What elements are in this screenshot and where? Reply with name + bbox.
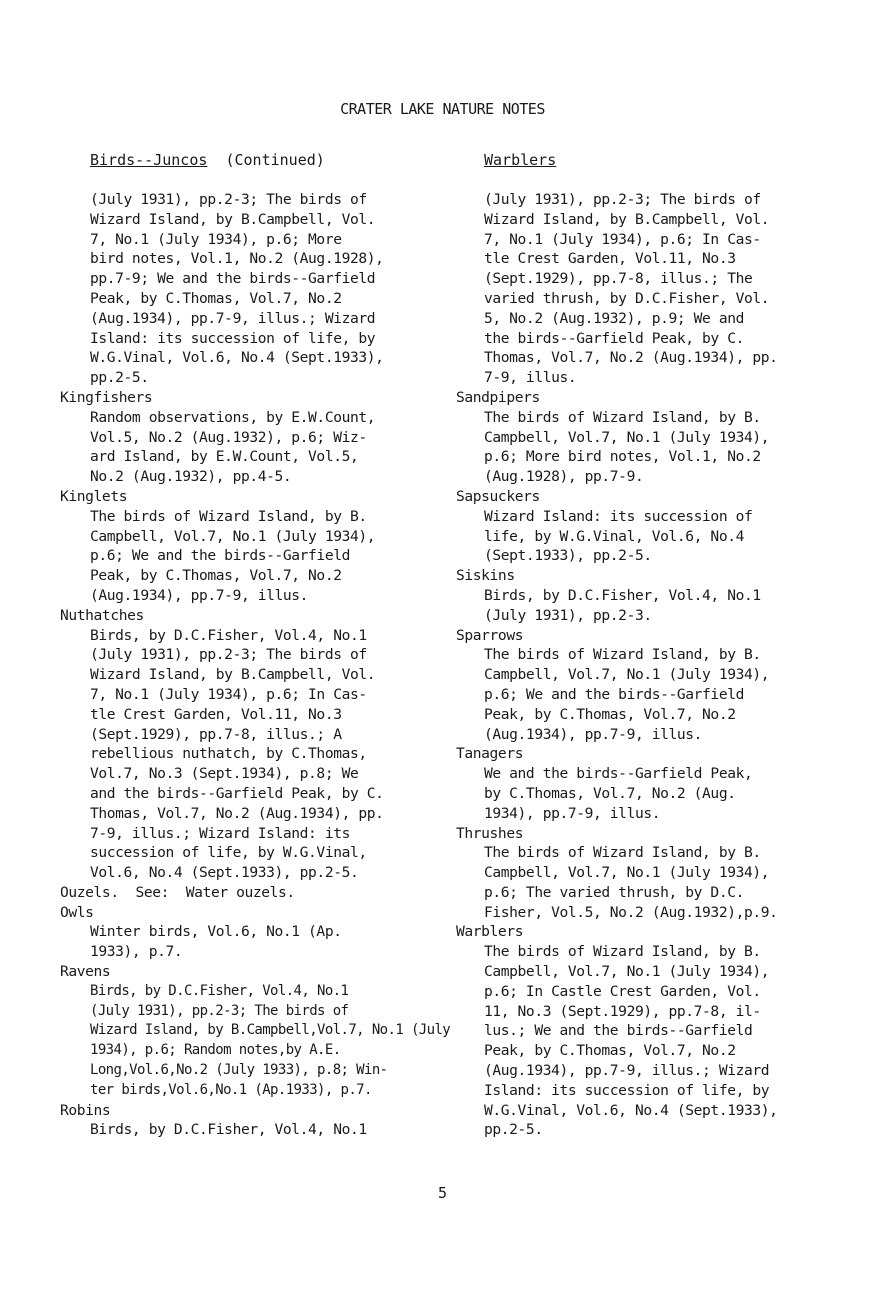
entry-citations: The birds of Wizard Island, by B. Campbell, Vol.7, No.1 (July 1934), p.6; The varied thrush, by D.C. Fisher, Vol.5, No.2 (Aug.1932),p.9. — [484, 844, 778, 921]
index-entry — [60, 962, 451, 1101]
index-entry — [456, 566, 848, 625]
index-entry — [60, 1101, 445, 1141]
entry-citations: We and the birds--Garfield Peak, by C.Thomas, Vol.7, No.2 (Aug. 1934), pp.7-9, illus. — [484, 765, 753, 822]
index-entry — [456, 626, 848, 745]
entry-citations: Birds, by D.C.Fisher, Vol.4, No.1 (July 1931), pp.2-3. — [484, 586, 761, 624]
index-entry — [456, 744, 848, 823]
entry-heading: Ouzels. See: Water ouzels. — [60, 883, 295, 901]
index-entry — [60, 487, 445, 606]
entry-heading: Kinglets — [60, 487, 128, 505]
entry-heading: Sparrows — [456, 626, 524, 644]
entry-heading: Kingfishers — [60, 388, 153, 406]
right-column — [456, 150, 848, 1140]
left-column — [60, 150, 451, 1140]
section-heading-suffix: (Continued) — [225, 151, 325, 169]
section-heading: Birds--Juncos — [90, 151, 208, 169]
entry-citations: Winter birds, Vol.6, No.1 (Ap. 1933), p.7. — [90, 923, 342, 961]
entry-heading: Ravens — [60, 963, 111, 981]
entry-heading: Sapsuckers — [456, 487, 540, 505]
entry-citations: The birds of Wizard Island, by B. Campbell, Vol.7, No.1 (July 1934), p.6; We and the birds--Garfield Peak, by C.Thomas, Vol.7, No.2 (Aug.1934), pp.7-9, illus. — [484, 646, 770, 743]
entry-citations: The birds of Wizard Island, by B. Campbell, Vol.7, No.1 (July 1934), p.6; We and the birds--Garfield Peak, by C.Thomas, Vol.7, No.2 (Aug.1934), pp.7-9, illus. — [90, 507, 376, 604]
continued-entry-text: (July 1931), pp.2-3; The birds of Wizard Island, by B.Campbell, Vol. 7, No.1 (July 1934), p.6; More bird notes, Vol.1, No.2 (Aug.1928), pp.7-9; We and the birds--Garfield Peak, by C.Thomas, Vol.7, No.2 (Aug.1934), pp.7-9, illus.; Wizard Island: its succession of life, by W.G.Vinal, Vol.6, No.4 (Sept.1933), pp.2-5. — [90, 191, 384, 387]
page-number: 5 — [437, 1184, 448, 1202]
entry-heading: Thrushes — [456, 824, 524, 842]
index-entry — [60, 903, 445, 962]
entry-citations: The birds of Wizard Island, by B. Campbell, Vol.7, No.1 (July 1934), p.6; In Castle Crest Garden, Vol. 11, No.3 (Sept.1929), pp.7-8, il- lus.; We and the birds--Garfield Peak, by C.Thomas, Vol.7, No.2 (Aug.1934), pp.7-9, illus.; Wizard Island: its succession of life, by W.G.Vinal, Vol.6, No.4 (Sept.1933), pp.2-5. — [484, 943, 778, 1139]
index-entry — [60, 388, 445, 487]
entry-citations: Wizard Island: its succession of life, by W.G.Vinal, Vol.6, No.4 (Sept.1933), pp.2-5. — [484, 507, 753, 565]
entry-citations: The birds of Wizard Island, by B. Campbell, Vol.7, No.1 (July 1934), p.6; More bird notes, Vol.1, No.2 (Aug.1928), pp.7-9. — [484, 408, 770, 486]
page-title: CRATER LAKE NATURE NOTES — [340, 100, 545, 118]
continued-entry-text: (July 1931), pp.2-3; The birds of Wizard Island, by B.Campbell, Vol. 7, No.1 (July 1934), p.6; In Cas- tle Crest Garden, Vol.11, No.3 (Sept.1929), pp.7-8, illus.; The varied thrush, by D.C.Fisher, Vol. 5, No.2 (Aug.1932), p.9; We and the birds--Garfield Peak, by C. Thomas, Vol.7, No.2 (Aug.1934), pp. 7-9, illus. — [484, 191, 778, 387]
entry-heading: Warblers — [456, 923, 524, 941]
index-entry — [456, 922, 848, 1140]
index-entry — [456, 487, 848, 566]
index-entry — [456, 388, 848, 487]
entry-heading: Robins — [60, 1101, 111, 1119]
right-column-heading — [456, 150, 848, 170]
entry-heading: Nuthatches — [60, 606, 144, 624]
entry-heading: Sandpipers — [456, 388, 540, 406]
left-column-heading — [90, 150, 445, 170]
index-entry — [60, 606, 445, 883]
entry-citations: Birds, by D.C.Fisher, Vol.4, No.1 — [90, 1121, 367, 1139]
entry-citations: Random observations, by E.W.Count, Vol.5, No.2 (Aug.1932), p.6; Wiz- ard Island, by E.W.Count, Vol.5, No.2 (Aug.1932), pp.4-5. — [90, 408, 376, 486]
index-entry — [456, 824, 848, 923]
entry-heading: Siskins — [456, 567, 515, 585]
entry-citations: Birds, by D.C.Fisher, Vol.4, No.1 (July 1931), pp.2-3; The birds of Wizard Island, by B.Campbell,Vol.7, No.1 (July 1934), p.6; Random notes,by A.E. Long,Vol.6,No.2 (July 1933), p.8; Win- ter birds,Vol.6,No.1 (Ap.1933), p.7. — [90, 982, 451, 1098]
entry-heading: Owls — [60, 903, 94, 921]
entry-citations: Birds, by D.C.Fisher, Vol.4, No.1 (July 1931), pp.2-3; The birds of Wizard Island, by B.Campbell, Vol. 7, No.1 (July 1934), p.6; In Cas- tle Crest Garden, Vol.11, No.3 (Sept.1929), pp.7-8, illus.; A rebellious nuthatch, by C.Thomas, Vol.7, No.3 (Sept.1934), p.8; We and the birds--Garfield Peak, by C. Thomas, Vol.7, No.2 (Aug.1934), pp. 7-9, illus.; Wizard Island: its succession of life, by W.G.Vinal, Vol.6, No.4 (Sept.1933), pp.2-5. — [90, 626, 384, 882]
index-entry — [60, 883, 445, 903]
entry-heading: Tanagers — [456, 745, 524, 763]
section-heading: Warblers — [484, 151, 557, 169]
